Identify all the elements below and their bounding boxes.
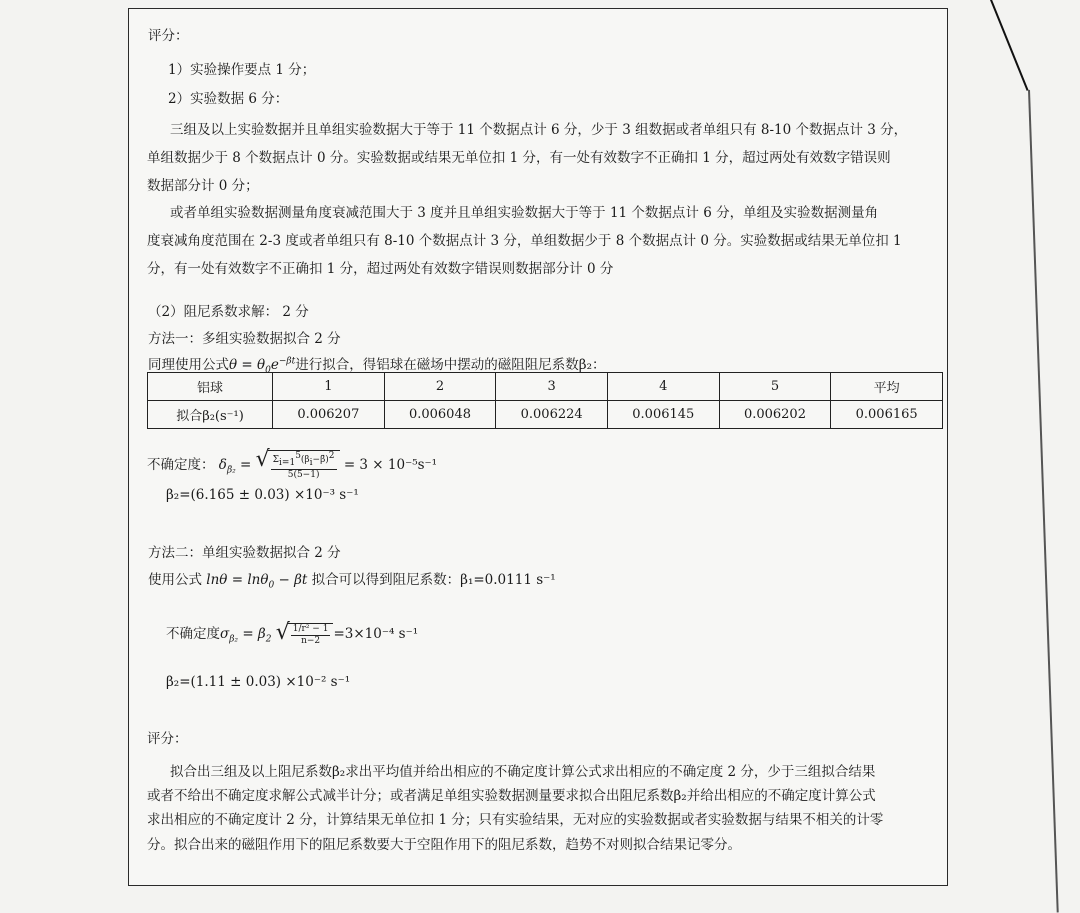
table-cell: 4 xyxy=(607,373,719,401)
document-page xyxy=(128,8,948,886)
paragraph-line: 度衰减角度范围在 2-3 度或者单组只有 8-10 个数据点计 3 分，单组数据少于 8 个数据点计 0 分。实验数据或结果无单位扣 1 xyxy=(147,233,902,249)
formula-uncertainty-1: $\delta_{\betā_2}$ = xyxy=(218,456,256,476)
sqrt-symbol: √ $\frac{\Sigma_{i=1}^5(\beta_i-\betā)^2}{5(5-1)}$ xyxy=(268,450,340,481)
beta2-result-2: β₂=(1.11 ± 0.03) ×10⁻² s⁻¹ xyxy=(166,674,351,690)
table-header-row xyxy=(148,373,943,401)
method-1-heading: 方法一：多组实验数据拟合 2 分 xyxy=(148,331,341,347)
formula-linear: lnθ = lnθ$_0$ − βt xyxy=(206,572,308,591)
sqrt-symbol: √ $\frac{\text{1/r² − 1}}{n-2}$ xyxy=(288,623,334,647)
scoring-item-1: 1）实验操作要点 1 分； xyxy=(168,62,316,78)
table-cell: 3 xyxy=(496,373,608,401)
paragraph-line: 拟合出三组及以上阻尼系数β₂求出平均值并给出相应的不确定度计算公式求出相应的不确定度 2 分，少于三组拟合结果 xyxy=(170,764,876,780)
table-cell: 0.006207 xyxy=(273,401,385,429)
paper-edge-line xyxy=(1028,90,1058,913)
method-2-description: 使用公式 lnθ = lnθ$_0$ − βt 拟合可以得到阻尼系数：β₁=0.0111 s⁻¹ xyxy=(148,572,556,591)
beta2-result-1: β₂=(6.165 ± 0.03) ×10⁻³ s⁻¹ xyxy=(166,487,359,503)
method-1-description: 同理使用公式$\theta = \theta_0e^{-\beta t}$进行拟合，得铝球在磁场中摆动的磁阻阻尼系数β₂： xyxy=(148,356,606,376)
table-cell: 5 xyxy=(719,373,831,401)
paragraph-line: 单组数据少于 8 个数据点计 0 分。实验数据或结果无单位扣 1 分，有一处有效数字不正确扣 1 分，超过两处有效数字错误则 xyxy=(147,150,891,166)
paragraph-line: 分。拟合出来的磁阻作用下的阻尼系数要大于空阻作用下的阻尼系数，趋势不对则拟合结果记零分。 xyxy=(147,837,741,853)
table-row xyxy=(148,401,943,429)
scoring-title: 评分： xyxy=(148,28,189,44)
table-cell: 1 xyxy=(273,373,385,401)
data-table xyxy=(147,372,943,429)
table-cell: 平均 xyxy=(831,373,943,401)
uncertainty-1: 不确定度： $\delta_{\betā_2}$ = √ $\frac{\Sigma_{i=1}^5(\beta_i-\betā)^2}{5(5-1)}$ = 3 × 10⁻⁵s⁻¹ xyxy=(147,450,437,481)
section-heading: （2）阻尼系数求解： 2 分 xyxy=(148,304,309,320)
paragraph-line: 或者不给出不确定度求解公式减半计分；或者满足单组实验数据测量要求拟合出阻尼系数β₂并给出相应的不确定度计算公式 xyxy=(147,788,876,804)
formula-exponential: $\theta = \theta_0e^{-\beta t}$ xyxy=(229,356,296,376)
table-cell: 0.006202 xyxy=(719,401,831,429)
uncertainty-2: 不确定度$\sigma_{\beta_2} = \beta_2$ √ $\frac{\text{1/r² − 1}}{n-2}$ =3×10⁻⁴ s⁻¹ xyxy=(166,622,418,647)
table-cell: 铝球 xyxy=(148,373,273,401)
table-cell: 0.006165 xyxy=(831,401,943,429)
paragraph-line: 或者单组实验数据测量角度衰减范围大于 3 度并且单组实验数据大于等于 11 个数据点计 6 分，单组及实验数据测量角 xyxy=(170,205,879,221)
table-cell: 0.006224 xyxy=(496,401,608,429)
paragraph-line: 三组及以上实验数据并且单组实验数据大于等于 11 个数据点计 6 分，少于 3 组数据或者单组只有 8-10 个数据点计 3 分， xyxy=(170,122,908,138)
paragraph-line: 求出相应的不确定度计 2 分，计算结果无单位扣 1 分；只有实验结果，无对应的实验数据或者实验数据与结果不相关的计零 xyxy=(147,812,884,828)
formula-uncertainty-2: $\sigma_{\beta_2} = \beta_2$ xyxy=(220,626,272,645)
scoring-2-title: 评分： xyxy=(147,731,188,747)
scoring-item-2: 2）实验数据 6 分： xyxy=(168,91,289,107)
method-2-heading: 方法二：单组实验数据拟合 2 分 xyxy=(148,545,341,561)
table-cell: 拟合β₂(s⁻¹) xyxy=(148,401,273,429)
paragraph-line: 数据部分计 0 分； xyxy=(147,178,259,194)
table-cell: 0.006048 xyxy=(384,401,496,429)
table-cell: 0.006145 xyxy=(607,401,719,429)
table-cell: 2 xyxy=(384,373,496,401)
paper-edge-line xyxy=(990,0,1029,91)
paragraph-line: 分，有一处有效数字不正确扣 1 分，超过两处有效数字错误则数据部分计 0 分 xyxy=(147,261,614,277)
